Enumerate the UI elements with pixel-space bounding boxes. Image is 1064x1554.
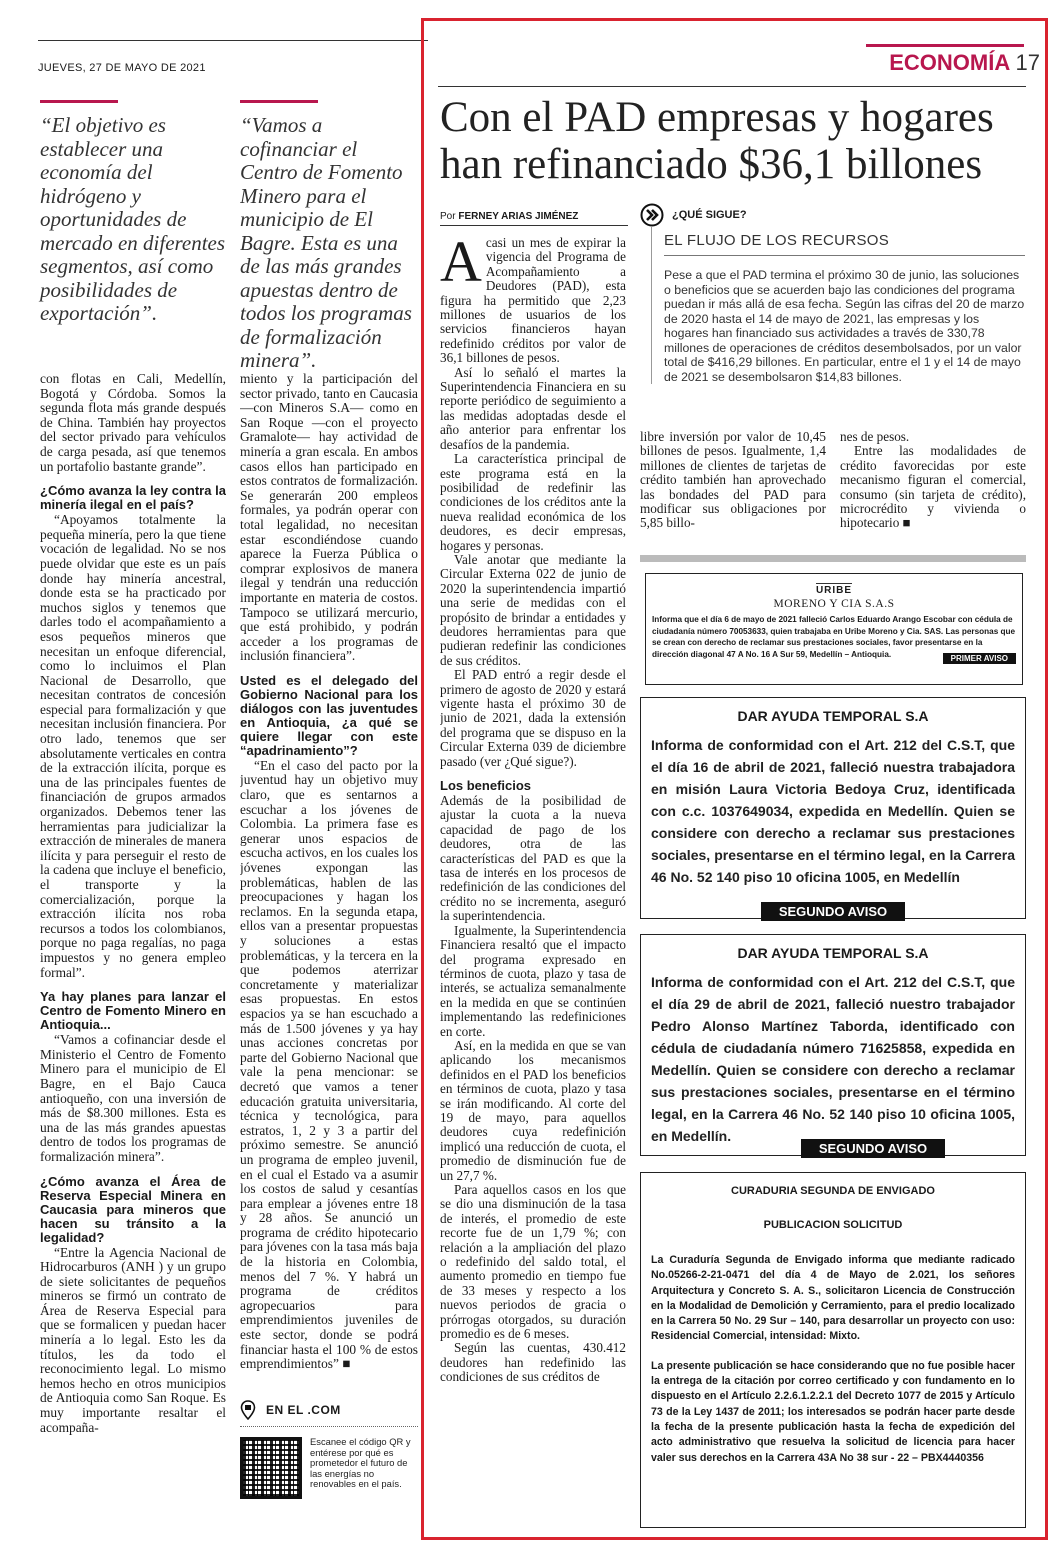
- section-name: ECONOMÍA: [889, 50, 1010, 75]
- byline-author: FERNEY ARIAS JIMÉNEZ: [458, 211, 579, 222]
- que-sigue-title: EL FLUJO DE LOS RECURSOS: [664, 227, 1025, 256]
- article-column-1: [440, 236, 626, 1536]
- dar2-badge: SEGUNDO AVISO: [801, 1139, 945, 1158]
- dar2-title: DAR AYUDA TEMPORAL S.A: [737, 945, 929, 961]
- paragraph: Vale anotar que mediante la Circular Externa 022 de junio de 2020 la superintendencia impartió una serie de medidas con el propósito de brindar a entidades y deudores herramientas para que pudieran redefinir las condiciones de sus créditos.: [440, 551, 626, 668]
- notice-dar-ayuda-1: [640, 697, 1026, 919]
- subheading: Usted es el delegado del Gobierno Nacional para los diálogos con las juventudes en Antioquia, ¿a qué se quiere llegar con este “apadrinamiento”?: [240, 672, 418, 758]
- curaduria-p2: La presente publicación se hace considerando que no fue posible hacer la entrega de la citación por correo certificado y con fundamento en lo dispuesto en el Artículo 2.2.6.1.2.2.1 del Decreto 1077 de 2015 y Artículo 73 de la Ley 1437 de 2011; los interesados se podrán hacer parte desde la fecha de la presente publicación hasta la fecha de expedición del acto administrativo que resuelva la solicitud de licencia para hacer valer sus derechos en la Carrera 43A No 38 sur - 22 – PBX4440356: [651, 1359, 1015, 1464]
- ecom-box: [240, 1400, 418, 1499]
- article-column-2: [640, 430, 826, 531]
- uribe-badge: PRIMER AVISO: [943, 653, 1016, 664]
- uribe-notice-text: Informa que el día 6 de mayo de 2021 falleció Carlos Eduardo Arango Escobar con cédula de ciudadanía número 70053633, quien trabajaba en Uribe Moreno y Cia. SAS. Las personas que se crean con derecho de reclamar sus prestaciones sociales, favor presentarse en la dirección diagonal 47 A No. 16 A Sur 59, Medellín – Antioquia.: [652, 615, 1016, 659]
- paragraph: miento y la participación del sector privado, tanto en Caucasia —con Mineros S.A— como en San Roque —con el proyecto Gramalote— hay actividad de minería a gran escala. En ambos casos ellos han participado en estos contratos de formalización. Se generarán 200 empleos formales, ya podrán operar con total legalidad, no necesitan estar escondiéndose cuando aparece la Fuerza Pública o comprar explosivos de manera ilegal y tendrán una reducción importante en materia de costos. Tampoco se utilizará mercurio, que está prohibido, y podrán acceder a los programas de inclusión financiera”.: [240, 372, 418, 664]
- paragraph: con flotas en Cali, Medellín, Bogotá y Córdoba. Somos la segunda flota más grande después de China. También hay proyectos del sector privado para vehículos de carga pesada, así que tenemos un portafolio bastante grande”.: [40, 372, 226, 474]
- paragraph: Así lo señaló el martes la Superintendencia Financiera en su reporte periódico de seguimiento a las medidas adoptadas desde el año anterior para enfrentar los desafíos de la pandemia.: [440, 364, 626, 452]
- paragraph: La característica principal de este programa está en la posibilidad de redefinir las condiciones de los créditos ante la nueva realidad económica de los deudores, es decir empresas, hogares y personas.: [440, 451, 626, 553]
- section-rule: [438, 86, 1026, 87]
- subheading: ¿Cómo avanza el Área de Reserva Especial Minera en Caucasia para mineros que hacen su tránsito a la legalidad?: [40, 1173, 226, 1245]
- drop-cap: A: [440, 236, 482, 294]
- byline: [440, 211, 578, 222]
- dar2-name: Pedro Alonso Martínez Taborda,: [651, 1018, 888, 1034]
- subheading: ¿Cómo avanza la ley contra la minería ilegal en el país?: [40, 483, 226, 513]
- ads-separator: [640, 555, 1026, 562]
- subheading: Ya hay planes para lanzar el Centro de Fomento Minero en Antioquia...: [40, 989, 226, 1033]
- paragraph: Para aquellos casos en los que se dio una disminución de la tasa de interés, el promedio de este recorte fue de un 1,79 %; con relación a la ampliación del plazo o redefinido del saldo total, el aumento promedio en tiempo fue de 33 meses y respecto a los nuevos periodos de gracia o prórrogas otorgados, su duración promedio es de 6 meses.: [440, 1182, 626, 1342]
- article-col3-text-a: nes de pesos.: [840, 430, 910, 444]
- dar1-text-pre: Informa de conformidad con el Art. 212 del C.S.T, que el día 16 de abril de 2021, falleció nuestra trabajadora en misión: [651, 737, 1015, 797]
- paragraph: “Vamos a cofinanciar desde el Ministerio el Centro de Fomento Minero para el municipio de El Bagre, en el Bajo Cauca antioqueño, con una inversión de más de $8.300 millones. Esta es una de las más grandes apuestas dentro de todos los programas de formalización minera”.: [40, 1032, 226, 1164]
- curaduria-subtitle: PUBLICACION SOLICITUD: [763, 1219, 903, 1231]
- paragraph: Así, en la medida en que se van aplicando los mecanismos definidos en el PAD los beneficios en términos de cuota, plazo y tasa se irán modificando. Al corte del 19 de mayo, para aquellos deudores cuya redefinición implicó una reducción de cuota, el promedio de disminución fue de un 27,7 %.: [440, 1037, 626, 1183]
- ecom-text: Escanee el código QR y entérese por qué es prometedor el futuro de las energías no renovables en el país.: [310, 1436, 411, 1490]
- que-sigue-label: ¿QUÉ SIGUE?: [672, 209, 747, 221]
- dar2-text-post: identificado con cédula de ciudadanía número 71625858, expedida en Medellín. Quien se considere con derecho a reclamar sus prestaciones sociales, presentarse en el término legal, en la Carrera 46 No. 52 140 piso 10 oficina 1005, en Medellín.: [651, 1018, 1015, 1144]
- dar1-name: Laura Victoria Bedoya Cruz,: [729, 781, 929, 797]
- pull-quote-bagre: “Vamos a cofinanciar el Centro de Fomento Minero para el municipio de El Bagre. Esta es una de las más grandes apuestas dentro de todos los programas de formalización minera”.: [240, 114, 412, 372]
- que-sigue-box: [640, 203, 1025, 428]
- article-headline: Con el PAD empresas y hogares han refinanciado $36,1 billones: [440, 94, 994, 188]
- notice-curaduria: [640, 1172, 1026, 1528]
- uribe-brand-top: URIBE: [815, 585, 853, 596]
- top-rule: [38, 40, 428, 41]
- paragraph: Además de la posibilidad de ajustar la cuota a la nueva capacidad de pago de los deudores, otra de las características del PAD es que la tasa de interés en los procesos de redefinición de las condiciones del crédito no se incrementa, aseguró la superintendencia.: [440, 793, 626, 924]
- location-pin-icon: [240, 1400, 256, 1420]
- article-lead: casi un mes de expirar la vigencia del Programa de Acompañamiento a Deudores (PAD), esta figura ha permitido que 2,23 millones de usuarios de los servicios financieros hayan redefinido créditos por valor de 36,1 billones de pesos.: [440, 236, 626, 366]
- interview-column-1: [40, 372, 226, 1512]
- uribe-brand-bottom: MORENO Y CIA S.A.S: [773, 598, 895, 610]
- paragraph: El PAD entró a regir desde el primero de agosto de 2020 y estará vigente hasta el próximo 30 de junio de 2021, dada la extensión del programa que se dispuso en la Circular Externa 039 de diciembre pasado (ver ¿Qué sigue?).: [440, 667, 626, 769]
- dar2-text-pre: Informa de conformidad con el Art. 212 del C.S.T, que el día 29 de abril de 2021, falleció nuestro trabajador: [651, 974, 1015, 1012]
- page-date: JUEVES, 27 DE MAYO DE 2021: [38, 62, 206, 74]
- byline-prefix: Por: [440, 211, 459, 222]
- dar1-title: DAR AYUDA TEMPORAL S.A: [737, 708, 929, 724]
- article-col2-text: libre inversión por valor de 10,45 billones de pesos. Igualmente, 1,4 millones de clientes de tarjetas de crédito también han aprovechado las bondades del PAD para modificar sus obligaciones por 5,85 billo-: [640, 430, 826, 531]
- article-column-3: [840, 430, 1026, 531]
- section-header: [889, 50, 1040, 76]
- dar1-text-post: identificada con c.c. 1037649034, expedida en Medellín. Quien se considere con derecho a reclamar sus prestaciones sociales, presentarse en el término legal, en la Carrera 46 No. 52 140 piso 10 oficina 1005, en Medellín: [651, 781, 1016, 885]
- quote-accent: [240, 100, 318, 103]
- paragraph: “Entre la Agencia Nacional de Hidrocarburos (ANH ) y un grupo de siete solicitantes de pequeños mineros se firmó un contrato de Área de Reserva Especial para que se formalicen y puedan hacer minería a lo legal. Esto les da títulos, les da todo el reconocimiento legal. Lo mismo hemos hecho en otros municipios de Antioquia como San Roque. Es muy importante resaltar el acompaña-: [40, 1244, 226, 1435]
- article-body: [440, 366, 626, 1385]
- notice-uribe-moreno: [645, 573, 1023, 685]
- interview-column-2: [240, 372, 418, 1382]
- pull-quote-hydrogen: “El objetivo es establecer una economía del hidrógeno y oportunidades de mercado en diferentes segmentos, así como posibilidades de exportación”.: [40, 113, 226, 325]
- ecom-title: EN EL .COM: [266, 1403, 341, 1417]
- byline-rule: [440, 225, 628, 226]
- section-accent-bar: [866, 44, 1024, 47]
- forward-arrows-icon: [640, 203, 664, 227]
- curaduria-title: CURADURIA SEGUNDA DE ENVIGADO: [731, 1185, 935, 1197]
- notice-dar-ayuda-2: [640, 934, 1026, 1156]
- paragraph: “En el caso del pacto por la juventud hay un objetivo muy claro, que es sentarnos a escuchar a los jóvenes de Colombia. La primera fase es generar unos espacios de escucha activos, en los cuales los jóvenes expongan las problemáticas, hablen de las preocupaciones y hagan los reclamos. En la segunda etapa, ellos van a presentar propuestas y soluciones a estas problemáticas, y la tercera en la que podemos aterrizar concretamente y materializar esas propuestas. En estos espacios ya se han escuchado a más de 1.500 jóvenes y ya hay unas acciones concretas por parte del Gobierno Nacional que vale la pena mencionar: se decretó que vamos a tener educación gratuita universitaria, técnica y tecnológica, para estratos, 1, 2 y 3 a partir del próximo semestre. Se anunció un programa de empleo juvenil, en el cual el Estado va a asumir los costos de salud y cesantías para emplear a jóvenes entre 18 y 28 años. Se anunció un programa de crédito hipotecario para jóvenes con la tasa más baja de la historia en Colombia, menos del 7 %. Y habrá un programa de créditos agropecuarios para emprendimientos juveniles de este sector, donde se podrá financiar hasta el 100 % de estos emprendimientos” ■: [240, 757, 418, 1372]
- quote-accent: [40, 100, 118, 103]
- dar1-badge: SEGUNDO AVISO: [761, 902, 905, 921]
- paragraph: Igualmente, la Superintendencia Financiera resaltó que el impacto del programa expresado en términos de cuota, plazo y tasa de interés, se actualiza semanalmente en la medida en que se continúen implementando las redefiniciones en corte.: [440, 922, 626, 1039]
- paragraph: “Apoyamos totalmente la pequeña minería, pero la que tiene vocación de legalidad. No se nos puede olvidar que este es un país donde hay minería ancestral, donde esta se ha practicado por muchos siglos y tenemos que darles todo el acompañamiento a esos pequeños mineros que necesitan un enfoque diferencial, como lo incluimos el Plan Nacional de Desarrollo, que necesitan contratos de concesión especial para formalización y que necesitan inclusión financiera. Por otro lado, tenemos que ser absolutamente verticales en contra de la extracción ilícita, porque es una de las principales fuentes de financiación de grupos armados organizados. Debemos tener las herramientas para judicializar la extracción de minerales de manera ilícita y para perseguir el resto de la cadena que incluye el beneficio, el transporte y la comercialización, porque la extracción ilícita nos roba recursos a todos los colombianos, porque no paga regalías, no paga impuestos y no genera empleo formal”.: [40, 512, 226, 980]
- page-number: 17: [1015, 50, 1040, 75]
- que-sigue-text: Pese a que el PAD termina el próximo 30 de junio, las soluciones o beneficios que se acuerden bajo las condiciones del programa puedan ir más allá de esa fecha. Según las cifras del 20 de marzo de 2020 hasta el 14 de mayo de 2021, las empresas y los hogares han financiado sus actividades a través de 330,78 millones de operaciones de créditos desembolsados, por un valor total de $416,29 billones. En particular, entre el 1 y el 14 de mayo de 2021 se desembolsaron $14,83 billones.: [664, 268, 1025, 384]
- qr-code[interactable]: [240, 1437, 302, 1499]
- subheading: Los beneficios: [440, 778, 532, 794]
- curaduria-p1: La Curaduría Segunda de Envigado informa que mediante radicado No.05266-2-21-0471 del día 4 de Mayo de 2.021, los señores Arquitectura y Concreto S. A. S., solicitaron Licencia de Construcción en la Modalidad de Demolición y Cerramiento, para el predio localizado en la Carrera 50 No. 29 Sur – 140, para desarrollar un proyecto con uso: Residencial Comercial, intensidad: Mixto.: [651, 1254, 1015, 1343]
- article-col3-text-b: Entre las modalidades de crédito favorecidas por este mecanismo figuran el comercial, consumo (sin tarjeta de crédito), microcrédito y vivienda o hipotecario ■: [840, 443, 1026, 531]
- paragraph: Según las cuentas, 430.412 deudores han redefinido las condiciones de sus créditos de: [440, 1340, 626, 1385]
